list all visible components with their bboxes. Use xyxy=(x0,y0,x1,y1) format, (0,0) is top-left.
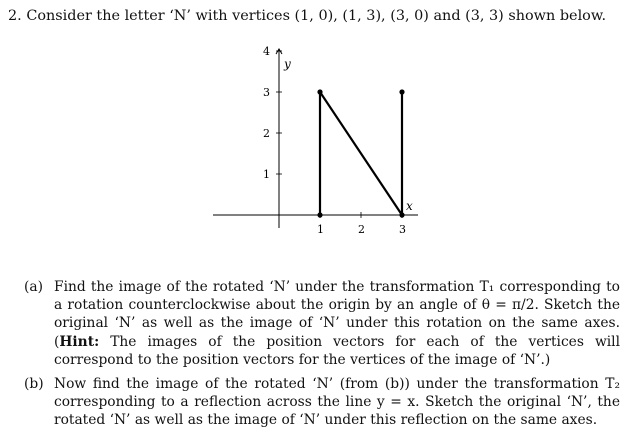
problem-text: Consider the letter ‘N’ with vertices (1, 0), (1, 3), (3, 0) and (3, 3) shown below. xyxy=(26,8,607,24)
y-tick-label: 3 xyxy=(263,86,270,99)
axis-ticks xyxy=(263,45,406,236)
x-axis-label: x xyxy=(406,199,413,213)
vertex-dot xyxy=(317,89,322,94)
n-letter-figure xyxy=(200,40,440,250)
y-tick-label: 4 xyxy=(263,45,270,58)
vertex-dot xyxy=(317,212,322,217)
problem-statement xyxy=(8,6,624,26)
vertex-dot xyxy=(399,212,404,217)
x-tick-label: 1 xyxy=(317,223,324,236)
part-a-hint-text: The images of the position vectors for each of the vertices will correspond to the position vectors for the vertices of the image of ‘N’.) xyxy=(54,333,620,368)
y-tick-label: 1 xyxy=(263,168,270,181)
x-tick-label: 2 xyxy=(358,223,365,236)
n-letter-path xyxy=(320,92,402,215)
part-a-label: (a) xyxy=(24,279,43,295)
y-tick-label: 2 xyxy=(263,127,270,140)
part-a xyxy=(24,278,620,369)
x-tick-label: 3 xyxy=(399,223,406,236)
problem-number: 2. xyxy=(8,8,22,24)
part-b-text: Now find the image of the rotated ‘N’ (from (b)) under the transformation T₂ corresponding to a reflection across the line y = x. Sketch the original ‘N’, the rotated ‘N’ as well as the image of ‘N’ under this reflection on the same axes. xyxy=(54,376,620,429)
part-b xyxy=(24,375,620,430)
y-axis-label: y xyxy=(284,57,291,71)
part-a-hint-label: Hint: xyxy=(59,333,100,350)
part-a-text: Find the image of the rotated ‘N’ under the transformation T₁ corresponding to a rotation counterclockwise about the origin by an angle of θ = π/2. Sketch the original ‘N’ as well as the image of ‘N’ under this rotation on the same axes. ( xyxy=(54,279,620,350)
part-b-label: (b) xyxy=(24,376,44,393)
problem-parts xyxy=(24,278,620,436)
vertex-dot xyxy=(399,89,404,94)
